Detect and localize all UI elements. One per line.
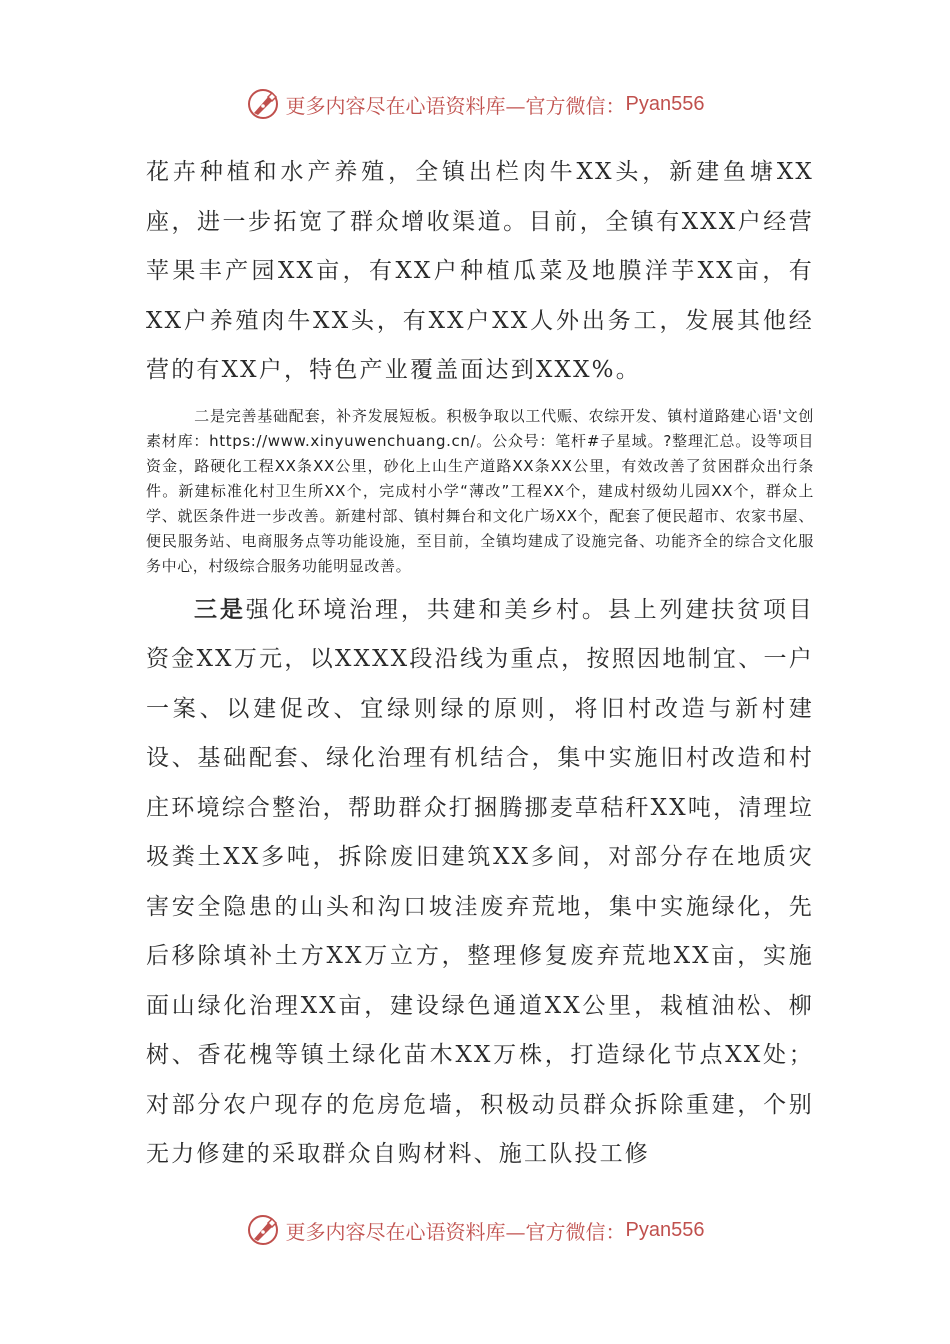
paragraph-2 [146,404,814,579]
paragraph-2-text: 二是完善基础配套，补齐发展短板。积极争取以工代赈、农综开发、镇村道路建心语'文创素材库：https://www.xinyuwenchuang.cn/。公众号：笔杆#子星域。?整理汇总。设等项目资金，路硬化工程XX条XX公里，砂化上山生产道路XX条XX公里，有效改善了贫困群众出行条件。新建标准化村卫生所XX个，完成村小学“薄改”工程XX个，建成村级幼儿园XX个，群众上学、就医条件进一步改善。新建村部、镇村舞台和文化广场XX个，配套了便民超市、农家书屋、便民服务站、电商服务点等功能设施，至目前，全镇均建成了设施完备、功能齐全的综合文化服务中心，村级综合服务功能明显改善。 [146,406,814,575]
paragraph-3-text: 强化环境治理，共建和美乡村。县上列建扶贫项目资金XX万元，以XXXX段沿线为重点，按照因地制宜、一户一案、以建促改、宜绿则绿的原则，将旧村改造与新村建设、基础配套、绿化治理有机结合，集中实施旧村改造和村庄环境综合整治，帮助群众打捆腾挪麦草秸秆XX吨，清理垃圾粪土XX多吨，拆除废旧建筑XX多间，对部分存在地质灾害安全隐患的山头和沟口坡洼废弃荒地，集中实施绿化，先后移除填补土方XX万立方，整理修复废弃荒地XX亩，实施面山绿化治理XX亩，建设绿色通道XX公里，栽植油松、柳树、香花槐等镇土绿化苗木XX万株，打造绿化节点XX处；对部分农户现存的危房危墙，积极动员群众拆除重建，个别无力修建的采取群众自购材料、施工队投工修 [146,596,815,1167]
paragraph-3 [146,585,814,1180]
pen-nib-icon [246,87,280,121]
paragraph-3-lead: 三是 [194,595,246,623]
footer-banner [0,1212,950,1248]
header-banner [0,86,950,122]
header-text: 更多内容尽在心语资料库—官方微信： [285,93,626,118]
paragraph-1: 花卉种植和水产养殖，全镇出栏肉牛XX头，新建鱼塘XX座，进一步拓宽了群众增收渠道。目前，全镇有XXX户经营苹果丰产园XX亩，有XX户种植瓜菜及地膜洋芋XX亩，有XX户养殖肉牛XX头，有XX户XX人外出务工，发展其他经营的有XX户，特色产业覆盖面达到XXX%。 [146,159,814,383]
pen-nib-icon [246,1213,280,1247]
document-body [146,148,814,1180]
footer-text: 更多内容尽在心语资料库—官方微信： [285,1219,626,1244]
footer-wechat-id: Pyan556 [625,1218,705,1241]
header-wechat-id: Pyan556 [625,92,705,115]
